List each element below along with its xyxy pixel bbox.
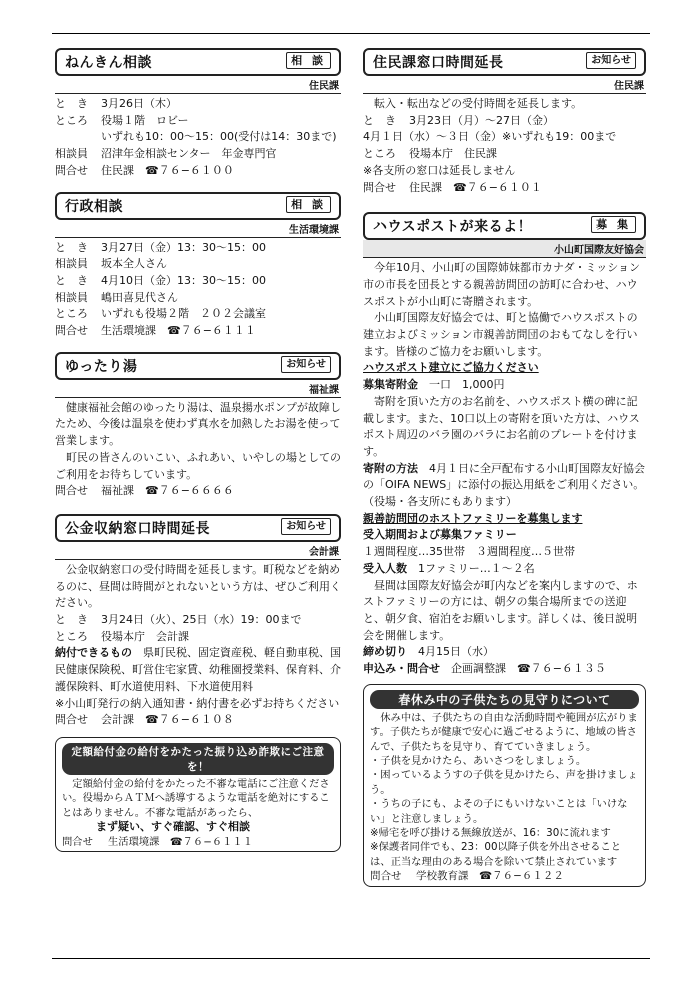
left-column	[55, 48, 341, 852]
housepost-section	[363, 212, 646, 678]
paragraph: 公金収納窓口の受付時間を延長します。町税などを納めるのに、昼間は時間がとれないという方は、ぜひご利用ください。	[55, 562, 341, 610]
slogan: まず疑い、すぐ確認、すぐ相談	[96, 820, 250, 834]
box-title: 春休み中の子供たちの見守りについて	[370, 690, 639, 709]
section-title: 公金収納窓口時間延長	[65, 520, 210, 537]
category-tag: お知らせ	[586, 52, 636, 69]
info-line: ところ 役場本庁 住民課	[363, 147, 497, 161]
contact-line: 問合せ 会計課 ☎７６−６１０８	[55, 713, 234, 727]
category-tag: 相 談	[286, 52, 331, 69]
paragraph: 今年10月、小山町の国際姉妹都市カナダ・ミッション市の市長を団長とする親善訪問団の訪町に合わせ、ハウスポストが小山町に寄贈されます。	[363, 261, 641, 308]
note: ※各支所の窓口は延長しません	[363, 163, 516, 177]
payable-items: 納付できるもの 県町民税、固定資産税、軽自動車税、国民健康保険税、町営住宅家賃、幼稚園授業料、保育料、介護保険料、町水道使用料、下水道使用料	[55, 646, 341, 693]
paragraph: 休み中は、子供たちの自由な活動時間や範囲が広がります。子供たちが健康で安心に過ごせるように、地域の皆さんで、子供たちを見守り、育てていきましょう。	[370, 711, 638, 753]
department-label: 小山町国際友好協会	[363, 240, 646, 258]
subheading: 親善訪問団のホストファミリーを募集します	[363, 511, 583, 525]
info-line: １週間程度…35世帯 ３週間程度…５世帯	[363, 545, 575, 559]
category-tag: お知らせ	[281, 356, 331, 373]
section-title: ねんきん相談	[65, 55, 152, 71]
list-item: ・困っているようすの子供を見かけたら、声を掛けましょう。	[370, 769, 638, 796]
spring-break-box	[363, 684, 646, 887]
section-title: 行政相談	[65, 198, 123, 215]
yuttari-section	[55, 352, 341, 500]
info-line: ところ 役場本庁 会計課	[55, 629, 189, 643]
section-title: ハウスポストが来るよ！	[373, 219, 533, 236]
info-line: ところ 役場１階 ロビー	[55, 113, 189, 127]
info-line: いずれも10：00〜15：00(受付は14：30まで)	[101, 130, 337, 144]
list-item: ・うちの子にも、よその子にもいけないことは「いけない」と注意しましょう。	[370, 798, 628, 825]
info-line: と き 3月26日（木）	[55, 97, 177, 110]
info-label: 受入期間および募集ファミリー	[363, 528, 517, 542]
kokin-section	[55, 514, 341, 729]
paragraph: 転入・転出などの受付時間を延長します。	[374, 97, 583, 110]
info-line: と き 3月27日（金）13：30〜15：00	[55, 240, 266, 254]
info-line: 相談員 沼津年金相談センター 年金専門官	[55, 147, 277, 161]
paragraph: 昼間は国際友好協会が町内などを案内しますので、ホストファミリーの方には、朝夕の集合場所までの送迎と、朝夕食、宿泊をお願いします。詳しくは、後日説明会を開催します。	[363, 578, 638, 642]
section-title: ゆったり湯	[65, 358, 138, 375]
section-header	[55, 48, 341, 76]
right-column	[363, 48, 646, 887]
section-title: 住民課窓口時間延長	[373, 55, 504, 71]
contact-line: 問合せ 生活環境課 ☎７６−６１１１	[55, 324, 256, 338]
contact-line: 問合せ 福祉課 ☎７６−６６６６	[55, 484, 234, 498]
donation-method: 寄附の方法 4月１日に全戸配布する小山町国際友好協会の「OIFA NEWS」に添付の振込用紙をご利用ください。（役場・各支所にもあります）	[363, 461, 645, 509]
department-label: 住民課	[363, 76, 646, 94]
box-title: 定額給付金の給付をかたった振り込め詐欺にご注意を！	[62, 743, 334, 775]
info-line: と き 4月10日（金）13：30〜15：00	[55, 273, 266, 287]
section-header	[55, 192, 341, 220]
paragraph: 小山町国際友好協会では、町と協働でハウスポストの建立およびミッション市親善訪問団のおもてなしを行います。皆様のご協力をお願いします。	[363, 311, 638, 358]
info-line: ところ いずれも役場２階 ２０２会議室	[55, 307, 266, 321]
section-header	[363, 212, 646, 240]
gyosei-section	[55, 192, 341, 340]
info-line: 相談員 嶋田喜見代さん	[55, 290, 178, 304]
paragraph: 健康福祉会館のゆったり湯は、温泉揚水ポンプが故障したため、今後は温泉を使わず真水を加熱したお湯を使って営業します。	[55, 400, 341, 448]
note: ※帰宅を呼び掛ける無線放送が、16：30に流れます	[370, 827, 611, 840]
contact-line: 問合せ 住民課 ☎７６−６１００	[55, 163, 234, 177]
bottom-rule	[52, 958, 650, 959]
info-line: 4月１日（水）〜３日（金）※いずれも19：00まで	[363, 130, 617, 144]
section-header	[55, 352, 341, 380]
section-header	[55, 514, 341, 542]
department-label: 福祉課	[55, 380, 341, 398]
fraud-warning-box	[55, 737, 341, 852]
section-header	[363, 48, 646, 76]
category-tag: 募 集	[591, 216, 636, 233]
jumin-section	[363, 48, 646, 196]
paragraph: 定額給付金の給付をかたった不審な電話にご注意ください。役場からＡＴＭへ誘導するような電話を絶対にすることはありません。不審な電話があったら、	[62, 777, 330, 819]
info-line: と き 3月24日（火）、25日（水）19：00まで	[55, 613, 302, 627]
department-label: 生活環境課	[55, 220, 341, 238]
contact-line: 問合せ 住民課 ☎７６−６１０１	[363, 180, 542, 194]
note: ※保護者同伴でも、23：00以降子供を外出させることは、正当な理由のある場合を除いて禁止されています	[370, 841, 622, 868]
nenkin-section	[55, 48, 341, 180]
paragraph: 町民の皆さんのいこい、ふれあい、いやしの場としてのご利用をお待ちしています。	[55, 450, 341, 481]
info-line: 受入人数 1ファミリー…１〜２名	[363, 561, 535, 575]
contact-line: 問合せ 学校教育課 ☎７６−６１２２	[370, 870, 564, 883]
top-rule	[52, 33, 650, 34]
info-line: 締め切り 4月15日（水）	[363, 645, 494, 659]
category-tag: 相 談	[286, 196, 331, 213]
info-line: と き 3月23日（月）〜27日（金）	[363, 113, 554, 127]
paragraph: 寄附を頂いた方のお名前を、ハウスポスト横の碑に記載します。また、10口以上の寄附を頂いた方は、ハウスポスト周辺のバラ園のバラにお名前のプレートを付けます。	[363, 394, 640, 458]
info-line: 相談員 坂本全人さん	[55, 257, 167, 271]
list-item: ・子供を見かけたら、あいさつをしましょう。	[370, 755, 587, 768]
department-label: 会計課	[55, 542, 341, 560]
contact-line: 問合せ 生活環境課 ☎７６−６１１１	[62, 835, 254, 848]
category-tag: お知らせ	[281, 518, 331, 535]
department-label: 住民課	[55, 76, 341, 94]
info-line: 募集寄附金 一口 1,000円	[363, 378, 505, 392]
contact-line: 申込み・問合せ 企画調整課 ☎７６−６１３５	[363, 662, 606, 676]
note: ※小山町発行の納入通知書・納付書を必ずお持ちください	[55, 696, 340, 710]
subheading: ハウスポスト建立にご協力ください	[363, 361, 539, 375]
